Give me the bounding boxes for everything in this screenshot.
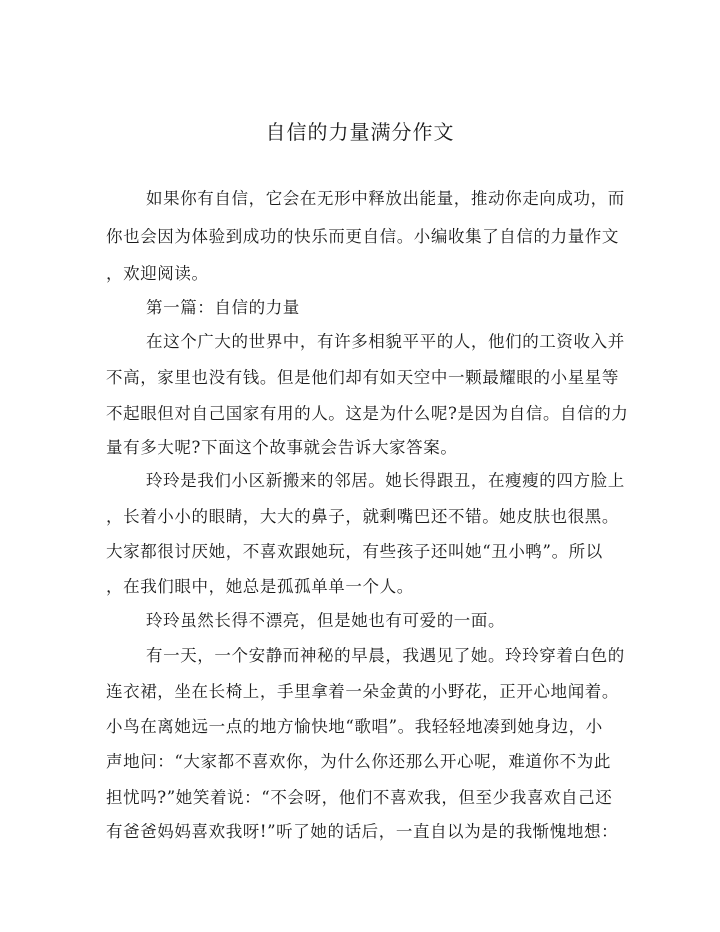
paragraph-line: 有一天，一个安静而神秘的早晨，我遇见了她。玲玲穿着白色的 bbox=[146, 646, 625, 665]
paragraph-line: 连衣裙，坐在长椅上，手里拿着一朵金黄的小野花，正开心地闻着。 bbox=[106, 682, 619, 701]
paragraph-line: 不高，家里也没有钱。但是他们却有如天空中一颗最耀眼的小星星等 bbox=[106, 368, 619, 387]
paragraph-line: 你也会因为体验到成功的快乐而更自信。小编收集了自信的力量作文 bbox=[106, 227, 619, 246]
paragraph-line: 玲玲虽然长得不漂亮，但是她也有可爱的一面。 bbox=[146, 611, 506, 630]
paragraph-line: 担忧吗?”她笑着说：“不会呀，他们不喜欢我，但至少我喜欢自己还 bbox=[106, 788, 613, 807]
paragraph-line: ，长着小小的眼睛，大大的鼻子，就剩嘴巴还不错。她皮肤也很黑。 bbox=[106, 507, 619, 526]
paragraph-line: 有爸爸妈妈喜欢我呀!”听了她的话后，一直自以为是的我惭愧地想： bbox=[106, 822, 619, 841]
paragraph-line: 玲玲是我们小区新搬来的邻居。她长得跟丑，在瘦瘦的四方脸上 bbox=[146, 471, 625, 490]
paragraph-line: 如果你有自信，它会在无形中释放出能量，推动你走向成功，而 bbox=[146, 189, 625, 208]
paragraph-line: 小鸟在离她远一点的地方愉快地“歌唱”。我轻轻地凑到她身边，小 bbox=[106, 717, 603, 736]
paragraph-line: 声地问：“大家都不喜欢你，为什么你还那么开心呢，难道你不为此 bbox=[106, 752, 611, 771]
paragraph-line: ，在我们眼中，她总是孤孤单单一个人。 bbox=[106, 577, 414, 596]
paragraph-line: 在这个广大的世界中，有许多相貌平平的人，他们的工资收入并 bbox=[146, 332, 625, 351]
paragraph-line: 不起眼但对自己国家有用的人。这是为什么呢?是因为自信。自信的力 bbox=[106, 404, 629, 423]
section-heading: 第一篇：自信的力量 bbox=[146, 298, 300, 317]
paragraph-line: 大家都很讨厌她，不喜欢跟她玩，有些孩子还叫她“丑小鸭”。所以 bbox=[106, 542, 603, 561]
paragraph-line: 量有多大呢?下面这个故事就会告诉大家答案。 bbox=[106, 438, 458, 457]
paragraph-line: ，欢迎阅读。 bbox=[106, 264, 209, 283]
document-title: 自信的力量满分作文 bbox=[265, 120, 455, 144]
